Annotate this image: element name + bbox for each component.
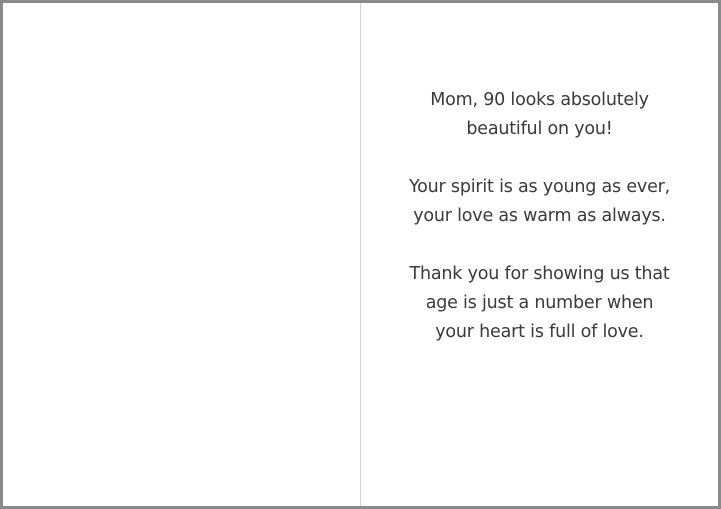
message-paragraph-2	[361, 173, 718, 231]
message-line: Your spirit is as young as ever,	[408, 177, 670, 197]
message-line: age is just a number when	[425, 293, 654, 313]
message-line: Thank you for showing us that	[409, 264, 670, 284]
message-line: Mom, 90 looks absolutely	[430, 90, 649, 110]
message-line: your love as warm as always.	[413, 206, 666, 226]
card-message	[361, 86, 718, 376]
message-line: beautiful on you!	[466, 119, 613, 139]
message-line: your heart is full of love.	[435, 322, 644, 342]
message-paragraph-3	[361, 260, 718, 347]
message-paragraph-1	[361, 86, 718, 144]
card-left-panel	[3, 3, 360, 506]
card-right-panel	[361, 3, 718, 506]
